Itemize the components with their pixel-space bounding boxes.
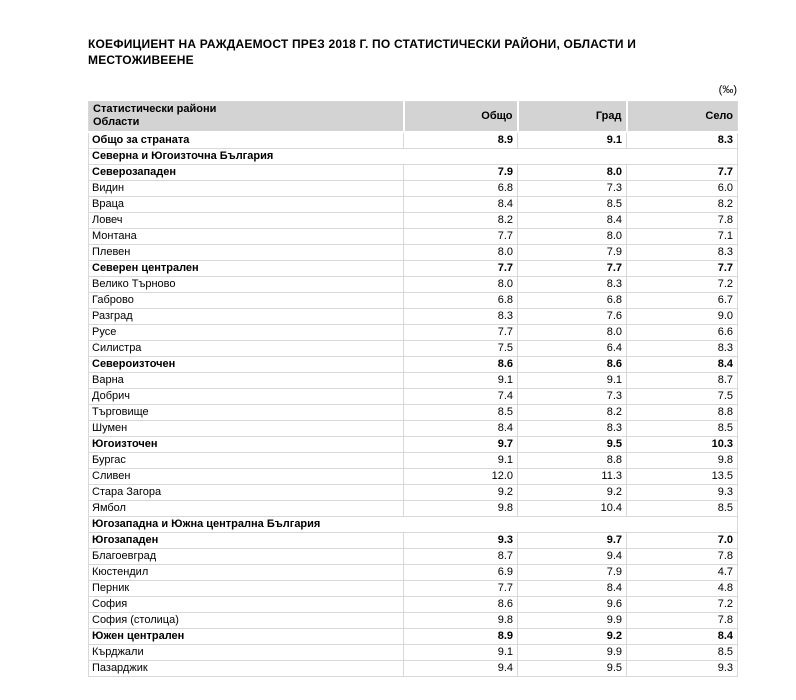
table-row: [89, 164, 738, 180]
row-label: Пазарджик: [89, 660, 404, 676]
row-label: Перник: [89, 580, 404, 596]
cell-total: 9.7: [404, 436, 518, 452]
cell-urban: 7.9: [518, 564, 627, 580]
cell-total: 6.8: [404, 292, 518, 308]
cell-urban: 9.1: [518, 132, 627, 149]
cell-rural: 8.4: [627, 628, 738, 644]
cell-total: 7.7: [404, 228, 518, 244]
cell-urban: 10.4: [518, 500, 627, 516]
cell-rural: 7.8: [627, 212, 738, 228]
table-row: [89, 340, 738, 356]
cell-total: 9.4: [404, 660, 518, 676]
cell-rural: 10.3: [627, 436, 738, 452]
cell-total: 9.1: [404, 372, 518, 388]
cell-rural: 8.5: [627, 644, 738, 660]
table-row: [89, 452, 738, 468]
row-label: Габрово: [89, 292, 404, 308]
cell-total: 9.8: [404, 500, 518, 516]
table-row: [89, 596, 738, 612]
cell-urban: 9.6: [518, 596, 627, 612]
table-row: [89, 148, 738, 164]
table-row: [89, 372, 738, 388]
row-label: Кюстендил: [89, 564, 404, 580]
cell-total: 8.3: [404, 308, 518, 324]
unit-note: (‰): [718, 84, 737, 96]
row-label: Монтана: [89, 228, 404, 244]
table-row: [89, 564, 738, 580]
row-label: Кърджали: [89, 644, 404, 660]
cell-rural: 8.7: [627, 372, 738, 388]
report-page: [88, 0, 737, 677]
row-label: Благоевград: [89, 548, 404, 564]
cell-urban: 6.8: [518, 292, 627, 308]
cell-rural: 9.3: [627, 660, 738, 676]
col-header-total: Общо: [404, 102, 518, 132]
cell-urban: 6.4: [518, 340, 627, 356]
row-label: Югоизточен: [89, 436, 404, 452]
col-header-regions-line: Статистически райони: [93, 103, 217, 116]
cell-rural: 8.3: [627, 244, 738, 260]
table-row: [89, 196, 738, 212]
cell-urban: 8.0: [518, 164, 627, 180]
cell-rural: 6.0: [627, 180, 738, 196]
cell-rural: 8.4: [627, 356, 738, 372]
cell-urban: 8.3: [518, 276, 627, 292]
header-row: [89, 102, 738, 132]
table-row: [89, 484, 738, 500]
cell-rural: 9.8: [627, 452, 738, 468]
row-label: Ловеч: [89, 212, 404, 228]
cell-urban: 9.5: [518, 436, 627, 452]
cell-total: 12.0: [404, 468, 518, 484]
cell-urban: 7.9: [518, 244, 627, 260]
cell-urban: 7.6: [518, 308, 627, 324]
table-row: [89, 468, 738, 484]
cell-total: 8.6: [404, 356, 518, 372]
cell-urban: 8.6: [518, 356, 627, 372]
table-row: [89, 500, 738, 516]
table-row: [89, 292, 738, 308]
cell-rural: 7.2: [627, 276, 738, 292]
table-row: [89, 436, 738, 452]
cell-rural: 13.5: [627, 468, 738, 484]
cell-urban: 8.0: [518, 324, 627, 340]
cell-total: 7.4: [404, 388, 518, 404]
cell-urban: 9.1: [518, 372, 627, 388]
cell-total: 7.5: [404, 340, 518, 356]
col-header-urban: Град: [518, 102, 627, 132]
table-row: [89, 660, 738, 676]
cell-urban: 8.5: [518, 196, 627, 212]
table-row: [89, 212, 738, 228]
cell-urban: 8.0: [518, 228, 627, 244]
cell-rural: 7.8: [627, 612, 738, 628]
cell-total: 8.5: [404, 404, 518, 420]
row-label: Общо за страната: [89, 132, 404, 149]
cell-urban: 7.3: [518, 180, 627, 196]
cell-rural: 7.2: [627, 596, 738, 612]
row-label: Сливен: [89, 468, 404, 484]
cell-rural: 8.3: [627, 132, 738, 149]
cell-rural: 9.0: [627, 308, 738, 324]
row-label: Велико Търново: [89, 276, 404, 292]
cell-urban: 11.3: [518, 468, 627, 484]
cell-rural: 7.7: [627, 164, 738, 180]
table-row: [89, 548, 738, 564]
table-row: [89, 516, 738, 532]
cell-total: 6.9: [404, 564, 518, 580]
cell-total: 8.6: [404, 596, 518, 612]
cell-urban: 8.4: [518, 212, 627, 228]
cell-rural: 7.1: [627, 228, 738, 244]
table-row: [89, 132, 738, 149]
section-label: Югозападна и Южна централна България: [89, 516, 738, 532]
cell-total: 8.9: [404, 132, 518, 149]
cell-total: 9.2: [404, 484, 518, 500]
cell-rural: 4.8: [627, 580, 738, 596]
table-row: [89, 532, 738, 548]
cell-rural: 4.7: [627, 564, 738, 580]
cell-urban: 9.5: [518, 660, 627, 676]
cell-rural: 8.8: [627, 404, 738, 420]
table-row: [89, 420, 738, 436]
cell-urban: 7.3: [518, 388, 627, 404]
row-label: Северозападен: [89, 164, 404, 180]
cell-rural: 8.5: [627, 420, 738, 436]
table-row: [89, 260, 738, 276]
cell-total: 8.4: [404, 420, 518, 436]
row-label: Южен централен: [89, 628, 404, 644]
col-header-regions-areas: [89, 102, 404, 132]
row-label: Русе: [89, 324, 404, 340]
cell-rural: 8.5: [627, 500, 738, 516]
table-body: [89, 132, 738, 677]
row-label: София (столица): [89, 612, 404, 628]
cell-total: 8.2: [404, 212, 518, 228]
cell-urban: 9.2: [518, 484, 627, 500]
row-label: Търговище: [89, 404, 404, 420]
table-row: [89, 276, 738, 292]
col-header-rural: Село: [627, 102, 738, 132]
cell-rural: 7.5: [627, 388, 738, 404]
row-label: Плевен: [89, 244, 404, 260]
cell-total: 8.0: [404, 244, 518, 260]
cell-total: 8.9: [404, 628, 518, 644]
cell-rural: 7.0: [627, 532, 738, 548]
cell-urban: 7.7: [518, 260, 627, 276]
table-row: [89, 628, 738, 644]
row-label: Северен централен: [89, 260, 404, 276]
cell-urban: 8.8: [518, 452, 627, 468]
table-row: [89, 404, 738, 420]
cell-total: 6.8: [404, 180, 518, 196]
page-title: КОЕФИЦИЕНТ НА РАЖДАЕМОСТ ПРЕЗ 2018 Г. ПО СТАТИСТИЧЕСКИ РАЙОНИ, ОБЛАСТИ И МЕСТОЖИВЕЕНЕ: [88, 37, 637, 67]
cell-total: 9.1: [404, 452, 518, 468]
row-label: Видин: [89, 180, 404, 196]
cell-urban: 8.4: [518, 580, 627, 596]
cell-rural: 8.2: [627, 196, 738, 212]
table-row: [89, 308, 738, 324]
row-label: Бургас: [89, 452, 404, 468]
table-row: [89, 244, 738, 260]
table-row: [89, 356, 738, 372]
cell-total: 8.7: [404, 548, 518, 564]
row-label: Североизточен: [89, 356, 404, 372]
row-label: Добрич: [89, 388, 404, 404]
cell-rural: 7.8: [627, 548, 738, 564]
cell-urban: 9.9: [518, 612, 627, 628]
row-label: Враца: [89, 196, 404, 212]
row-label: Стара Загора: [89, 484, 404, 500]
table-row: [89, 324, 738, 340]
cell-rural: 8.3: [627, 340, 738, 356]
table-row: [89, 388, 738, 404]
cell-total: 7.9: [404, 164, 518, 180]
cell-total: 9.1: [404, 644, 518, 660]
cell-rural: 6.6: [627, 324, 738, 340]
cell-rural: 7.7: [627, 260, 738, 276]
row-label: Разград: [89, 308, 404, 324]
cell-urban: 9.4: [518, 548, 627, 564]
row-label: Ямбол: [89, 500, 404, 516]
cell-total: 7.7: [404, 580, 518, 596]
cell-rural: 9.3: [627, 484, 738, 500]
cell-total: 9.8: [404, 612, 518, 628]
row-label: Варна: [89, 372, 404, 388]
cell-urban: 8.3: [518, 420, 627, 436]
row-label: Силистра: [89, 340, 404, 356]
table-row: [89, 228, 738, 244]
table-row: [89, 644, 738, 660]
row-label: София: [89, 596, 404, 612]
row-label: Шумен: [89, 420, 404, 436]
col-header-areas-line: Области: [93, 116, 140, 129]
row-label: Югозападен: [89, 532, 404, 548]
cell-urban: 8.2: [518, 404, 627, 420]
cell-total: 7.7: [404, 260, 518, 276]
birth-rate-table: [88, 101, 738, 677]
cell-total: 7.7: [404, 324, 518, 340]
cell-urban: 9.7: [518, 532, 627, 548]
cell-total: 9.3: [404, 532, 518, 548]
section-label: Северна и Югоизточна България: [89, 148, 738, 164]
cell-total: 8.4: [404, 196, 518, 212]
table-row: [89, 612, 738, 628]
cell-total: 8.0: [404, 276, 518, 292]
table-row: [89, 580, 738, 596]
cell-urban: 9.2: [518, 628, 627, 644]
cell-rural: 6.7: [627, 292, 738, 308]
table-row: [89, 180, 738, 196]
cell-urban: 9.9: [518, 644, 627, 660]
